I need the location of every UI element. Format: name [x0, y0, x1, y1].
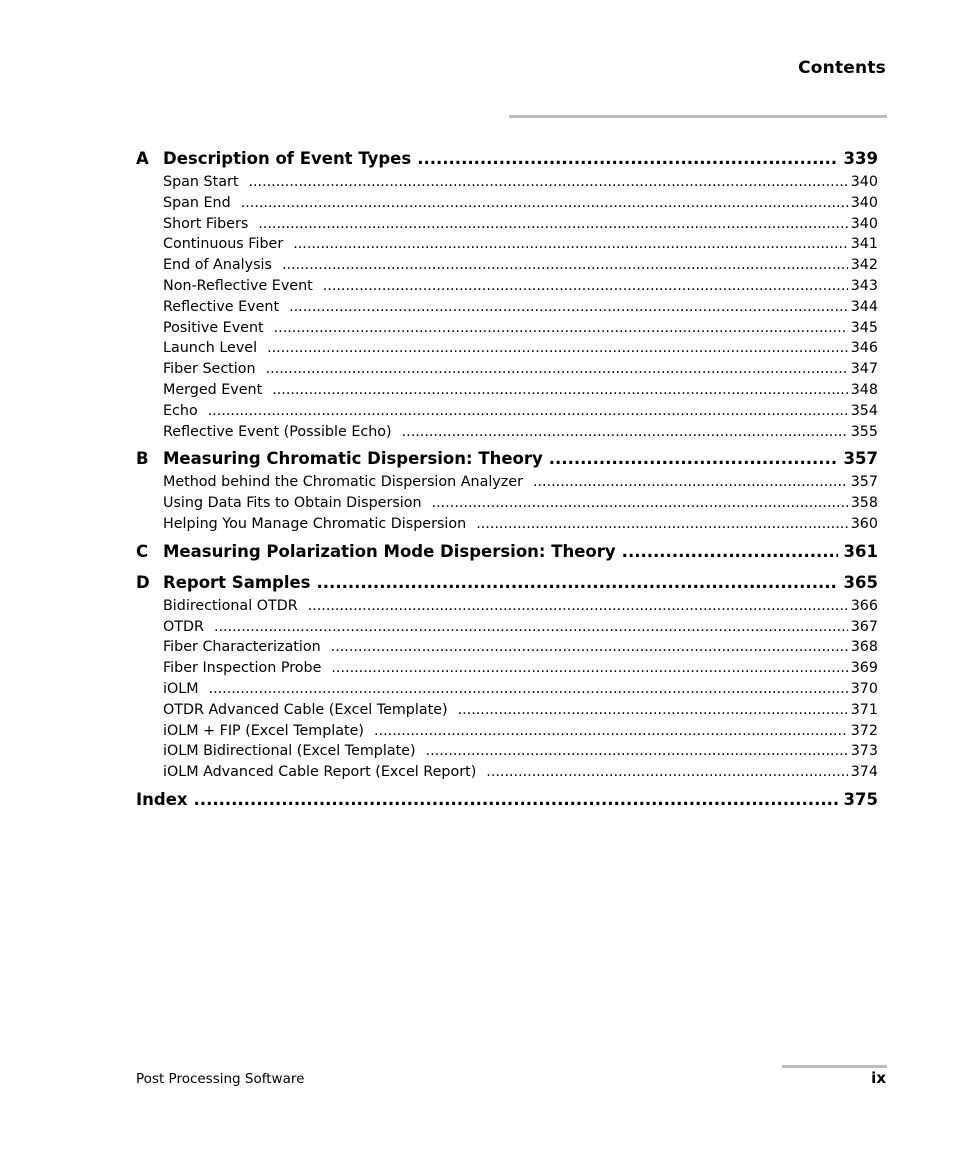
- footer-product-name: Post Processing Software: [136, 1071, 305, 1087]
- dot-leader: [258, 214, 847, 235]
- toc-entry[interactable]: [163, 658, 878, 679]
- dot-leader: [476, 514, 848, 535]
- dot-leader: [402, 422, 848, 443]
- entry-page-number: 358: [850, 495, 878, 512]
- dot-leader: [267, 338, 848, 359]
- dot-leader: [214, 617, 848, 638]
- chapter-letter: C: [136, 541, 149, 561]
- chapter-letter: A: [136, 149, 149, 168]
- entry-title: Merged Event: [163, 381, 263, 398]
- entry-title: Reflective Event (Possible Echo): [163, 423, 392, 440]
- toc-entry[interactable]: [163, 617, 878, 638]
- toc-entry[interactable]: [163, 338, 878, 359]
- footer-page-number: ix: [871, 1069, 886, 1087]
- entry-title: Span Start: [163, 174, 239, 190]
- entry-page-number: 371: [850, 701, 878, 718]
- index-page-number: 375: [843, 789, 878, 809]
- toc-entry[interactable]: [163, 297, 878, 318]
- entry-title: Short Fibers: [163, 215, 249, 232]
- chapter-letter: D: [136, 572, 150, 592]
- chapter-page-number: 365: [843, 572, 878, 592]
- dot-leader: [432, 493, 848, 514]
- dot-leader: [208, 401, 848, 422]
- dot-leader: [374, 721, 848, 742]
- dot-leader: [417, 146, 837, 172]
- dot-leader: [549, 446, 838, 472]
- dot-leader: [533, 472, 848, 493]
- toc-entry[interactable]: [163, 637, 878, 658]
- toc-entry[interactable]: [163, 318, 878, 339]
- dot-leader: [241, 193, 848, 214]
- toc-entry[interactable]: [163, 401, 878, 422]
- toc-entry[interactable]: [163, 700, 878, 721]
- entry-title: iOLM + FIP (Excel Template): [163, 722, 365, 739]
- entry-title: OTDR Advanced Cable (Excel Template): [163, 701, 448, 718]
- dot-leader: [323, 276, 848, 297]
- dot-leader: [248, 172, 847, 193]
- dot-leader: [331, 658, 847, 679]
- dot-leader: [272, 380, 847, 401]
- index-title: Index: [136, 789, 188, 809]
- toc-chapter: [136, 570, 878, 783]
- chapter-letter: B: [136, 449, 149, 469]
- toc-entry-list: [163, 172, 878, 442]
- entry-page-number: 367: [850, 618, 878, 635]
- entry-page-number: 342: [850, 257, 878, 274]
- entry-page-number: 354: [850, 402, 878, 419]
- dot-leader: [317, 570, 838, 596]
- entry-page-number: 345: [850, 319, 878, 336]
- toc-entry[interactable]: [163, 380, 878, 401]
- entry-page-number: 369: [850, 660, 878, 677]
- chapter-title: Report Samples: [163, 572, 311, 592]
- toc-chapter: [136, 446, 878, 534]
- toc-entry[interactable]: [163, 596, 878, 617]
- toc-chapter: [136, 146, 878, 442]
- entry-page-number: 357: [850, 474, 878, 491]
- entry-title: Using Data Fits to Obtain Dispersion: [163, 495, 422, 512]
- entry-title: Positive Event: [163, 319, 264, 336]
- toc-entry[interactable]: [163, 721, 878, 742]
- toc-entry[interactable]: [163, 255, 878, 276]
- footer-rule: [782, 1065, 887, 1068]
- chapter-title: Measuring Polarization Mode Dispersion: Theory: [163, 541, 616, 561]
- entry-page-number: 360: [850, 515, 878, 532]
- page-header-title: Contents: [798, 58, 886, 78]
- entry-title: Launch Level: [163, 340, 258, 357]
- entry-page-number: 343: [850, 277, 878, 294]
- entry-page-number: 341: [850, 236, 878, 253]
- dot-leader: [308, 596, 848, 617]
- entry-title: iOLM Advanced Cable Report (Excel Report): [163, 764, 477, 781]
- toc-entry[interactable]: [163, 193, 878, 214]
- dot-leader: [486, 762, 847, 783]
- entry-page-number: 366: [850, 597, 878, 614]
- toc-entry[interactable]: [163, 514, 878, 535]
- toc-chapter: [136, 539, 878, 570]
- dot-leader: [266, 359, 848, 380]
- entry-page-number: 374: [850, 764, 878, 781]
- toc-chapter-row[interactable]: [136, 570, 878, 596]
- entry-title: Fiber Characterization: [163, 639, 321, 656]
- entry-title: Bidirectional OTDR: [163, 597, 298, 614]
- chapter-page-number: 361: [843, 541, 878, 561]
- toc-entry[interactable]: [163, 276, 878, 297]
- dot-leader: [274, 318, 848, 339]
- dot-leader: [331, 637, 848, 658]
- toc-chapter-row[interactable]: [136, 446, 878, 472]
- entry-title: iOLM: [163, 680, 199, 697]
- entry-page-number: 355: [850, 423, 878, 440]
- entry-title: Span End: [163, 194, 231, 211]
- entry-page-number: 370: [850, 680, 878, 697]
- toc-entry[interactable]: [163, 172, 878, 193]
- entry-page-number: 340: [850, 215, 878, 232]
- toc-entry[interactable]: [163, 422, 878, 443]
- dot-leader: [289, 297, 848, 318]
- chapter-page-number: 339: [843, 149, 878, 168]
- entry-title: Helping You Manage Chromatic Dispersion: [163, 515, 467, 532]
- entry-page-number: 340: [850, 194, 878, 211]
- entry-page-number: 344: [850, 298, 878, 315]
- entry-page-number: 368: [850, 639, 878, 656]
- toc-chapter-row[interactable]: [136, 539, 878, 565]
- entry-title: Reflective Event: [163, 298, 280, 315]
- entry-page-number: 348: [850, 381, 878, 398]
- header-rule: [509, 115, 887, 118]
- entry-page-number: 373: [850, 743, 878, 760]
- dot-leader: [209, 679, 848, 700]
- dot-leader: [293, 234, 848, 255]
- entry-title: iOLM Bidirectional (Excel Template): [163, 743, 416, 760]
- toc-entry-list: [163, 472, 878, 534]
- entry-page-number: 340: [850, 174, 878, 190]
- toc-entry[interactable]: [163, 234, 878, 255]
- entry-page-number: 372: [850, 722, 878, 739]
- dot-leader: [426, 741, 848, 762]
- toc-entry-list: [163, 596, 878, 783]
- toc-index-row[interactable]: [136, 787, 878, 813]
- dot-leader: [194, 787, 838, 813]
- entry-title: Non-Reflective Event: [163, 277, 313, 294]
- entry-title: End of Analysis: [163, 257, 272, 274]
- toc-chapter-row[interactable]: [136, 146, 878, 172]
- chapter-title: Measuring Chromatic Dispersion: Theory: [163, 449, 543, 469]
- toc-entry[interactable]: [163, 762, 878, 783]
- toc-entry[interactable]: [163, 493, 878, 514]
- toc-entry[interactable]: [163, 679, 878, 700]
- chapter-page-number: 357: [843, 449, 878, 469]
- toc-entry[interactable]: [163, 359, 878, 380]
- toc-entry[interactable]: [163, 741, 878, 762]
- dot-leader: [282, 255, 848, 276]
- table-of-contents: [136, 146, 878, 813]
- entry-page-number: 346: [850, 340, 878, 357]
- entry-title: Method behind the Chromatic Dispersion Analyzer: [163, 474, 523, 491]
- chapter-title: Description of Event Types: [163, 149, 412, 168]
- entry-title: Continuous Fiber: [163, 236, 284, 253]
- entry-title: Fiber Inspection Probe: [163, 660, 322, 677]
- entry-title: OTDR: [163, 618, 204, 635]
- entry-title: Echo: [163, 402, 198, 419]
- entry-title: Fiber Section: [163, 361, 256, 378]
- dot-leader: [622, 539, 838, 565]
- dot-leader: [458, 700, 848, 721]
- toc-entry[interactable]: [163, 472, 878, 493]
- entry-page-number: 347: [850, 361, 878, 378]
- toc-entry[interactable]: [163, 214, 878, 235]
